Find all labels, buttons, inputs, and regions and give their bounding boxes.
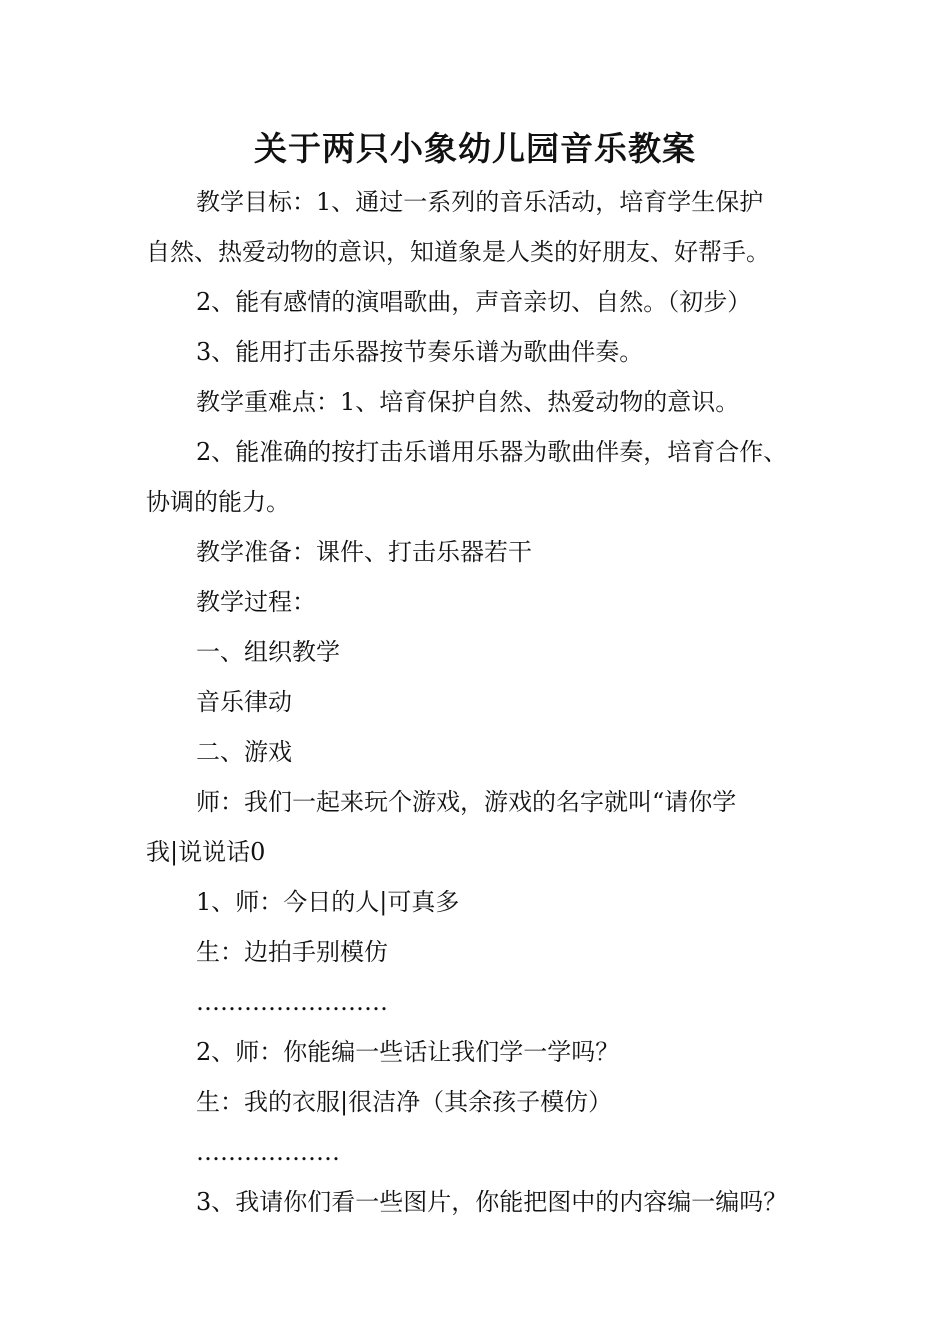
paragraph-game-intro	[146, 777, 826, 877]
paragraph-line: 3、我请你们看一些图片，你能把图中的内容编一编吗？	[196, 1188, 788, 1216]
paragraph-line: 一、组织教学	[196, 638, 340, 666]
paragraph-line: 2、能准确的按打击乐谱用乐器为歌曲伴奏，培育合作、	[196, 438, 788, 466]
paragraph-line: 音乐律动	[196, 688, 292, 716]
paragraph-line: 生：我的衣服|很洁净（其余孩子模仿）	[196, 1088, 613, 1116]
paragraph-line: 教学过程：	[196, 588, 316, 616]
paragraph-line: 教学准备：课件、打击乐器若干	[196, 538, 532, 566]
ellipsis-line: ………………	[196, 1138, 340, 1166]
paragraph-line: 教学目标：1、通过一系列的音乐活动，培育学生保护	[196, 188, 764, 216]
paragraph-difficulty	[146, 427, 826, 527]
ellipsis-line: ……………………	[196, 988, 388, 1016]
paragraph-line: 生：边拍手别模仿	[196, 938, 388, 966]
paragraph-line: 师：我们一起来玩个游戏，游戏的名字就叫“请你学	[196, 788, 737, 816]
document-title: 关于两只小象幼儿园音乐教案	[254, 129, 696, 168]
paragraph-line: 二、游戏	[196, 738, 292, 766]
paragraph-line: 教学重难点：1、培育保护自然、热爱动物的意识。	[196, 388, 740, 416]
paragraph-line: 2、能有感情的演唱歌曲，声音亲切、自然。（初步）	[196, 288, 752, 316]
document-body	[146, 177, 826, 1227]
paragraph-line: 2、师：你能编一些话让我们学一学吗？	[196, 1038, 620, 1066]
paragraph-line: 协调的能力。	[146, 488, 290, 516]
paragraph-objectives	[146, 177, 826, 277]
paragraph-line: 1、师：今日的人|可真多	[196, 888, 460, 916]
paragraph-line: 我|说说话0	[146, 838, 266, 866]
paragraph-line: 3、能用打击乐器按节奏乐谱为歌曲伴奏。	[196, 338, 644, 366]
paragraph-line: 自然、热爱动物的意识，知道象是人类的好朋友、好帮手。	[146, 238, 770, 266]
